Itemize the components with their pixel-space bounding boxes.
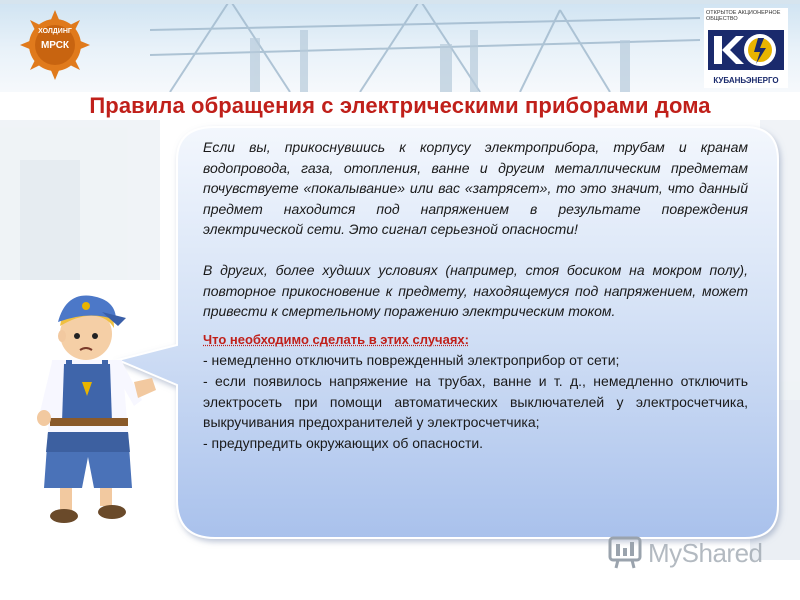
bubble-paragraph-2: В других, более худших условиях (например, стоя босиком на мокром полу), повторное прикосновение к предмету, находящемуся под напряжением, может привести к смертельному поражению электрическим током. — [203, 261, 748, 320]
action-item: - если появилось напряжение на трубах, ванне и т. д., немедленно отключить электросеть при помощи автоматических выключателей у электросчетчика, выкручивания предохранителей у электросчетчика; — [203, 372, 748, 431]
bubble-content — [203, 137, 748, 453]
boy-character-illustration — [30, 282, 170, 527]
myshared-icon — [608, 536, 644, 570]
bubble-paragraph-1: Если вы, прикоснувшись к корпусу электроприбора, трубам и кранам водопровода, газа, отопления, ванне и другим металлическим предметам почувствуете «покалывание» или вас «затрясет», то это значит, что данный предмет находится под напряжением в результате повреждения электрической сети. Это сигнал серьезной опасности! — [203, 139, 748, 238]
actions-heading: Что необходимо сделать в этих случаях: — [203, 331, 469, 347]
action-item: - немедленно отключить поврежденный электроприбор от сети; — [203, 352, 620, 369]
mrsk-holding-label: ХОЛДИНГ — [38, 28, 72, 35]
mrsk-name: МРСК — [40, 40, 70, 51]
action-item: - предупредить окружающих об опасности. — [203, 434, 484, 451]
watermark: MyShared — [648, 538, 763, 568]
page-title: Правила обращения с электрическими приборами дома — [89, 93, 711, 118]
kubanenergo-subtitle: ОТКРЫТОЕ АКЦИОНЕРНОЕ ОБЩЕСТВО — [706, 10, 781, 22]
kubanenergo-name: КУБАНЬЭНЕРГО — [713, 76, 779, 85]
